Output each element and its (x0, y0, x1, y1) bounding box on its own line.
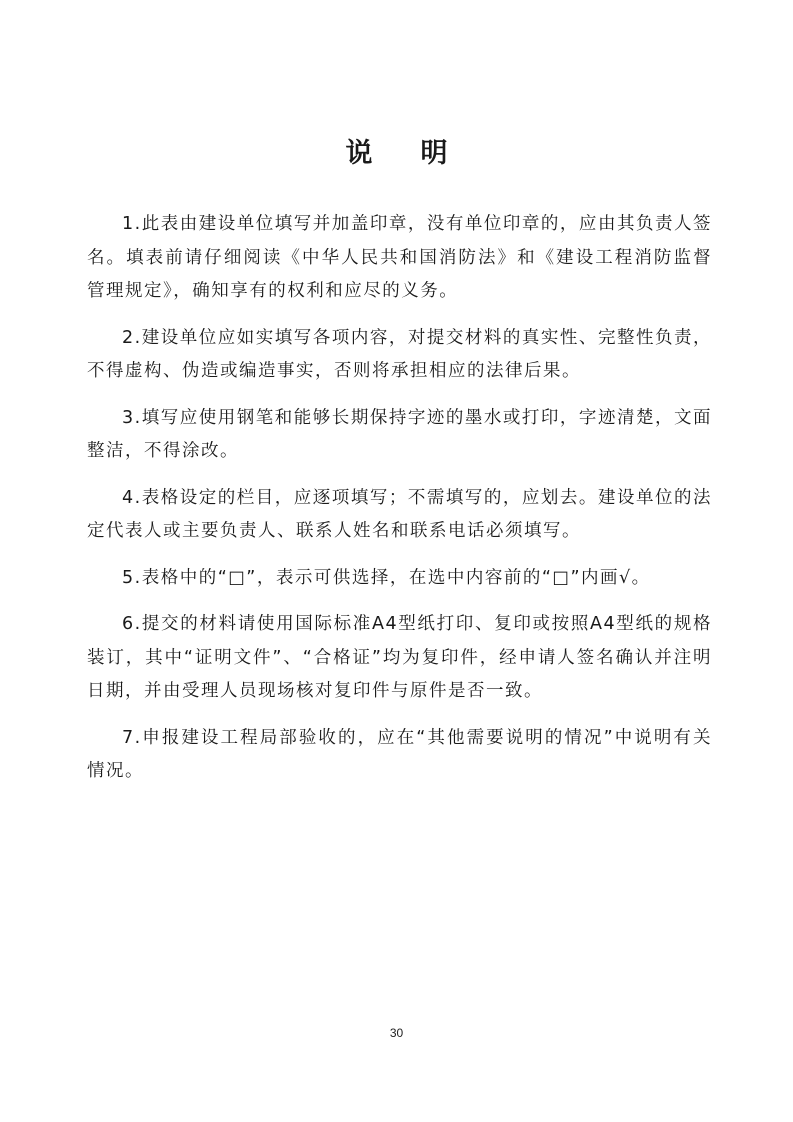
page-title (0, 136, 793, 172)
page-number: 30 (389, 1026, 404, 1040)
instruction-paragraph-6: 6.提交的材料请使用国际标准A4型纸打印、复印或按照A4型纸的规格装订，其中“证明文件”、“合格证”均为复印件，经申请人签名确认并注明日期，并由受理人员现场核对复印件与原件是否一致。 (87, 614, 712, 701)
instruction-paragraph-7: 7.申报建设工程局部验收的，应在“其他需要说明的情况”中说明有关情况。 (87, 727, 712, 781)
instruction-paragraph-1: 1.此表由建设单位填写并加盖印章，没有单位印章的，应由其负责人签名。填表前请仔细阅读《中华人民共和国消防法》和《建设工程消防监督管理规定》，确知享有的权利和应尽的义务。 (87, 214, 712, 301)
instruction-paragraph-2: 2.建设单位应如实填写各项内容，对提交材料的真实性、完整性负责，不得虚构、伪造或编造事实，否则将承担相应的法律后果。 (87, 327, 712, 381)
instruction-paragraph-5: 5.表格中的“□”，表示可供选择，在选中内容前的“□”内画√。 (122, 567, 651, 588)
instruction-paragraph-3: 3.填写应使用钢笔和能够长期保持字迹的墨水或打印，字迹清楚，文面整洁，不得涂改。 (87, 407, 712, 461)
title-char-1: 说 (345, 138, 373, 169)
instruction-paragraph-4: 4.表格设定的栏目，应逐项填写；不需填写的，应划去。建设单位的法定代表人或主要负责人、联系人姓名和联系电话必须填写。 (87, 487, 712, 541)
title-char-2: 明 (420, 138, 448, 169)
instructions-body (87, 208, 712, 802)
